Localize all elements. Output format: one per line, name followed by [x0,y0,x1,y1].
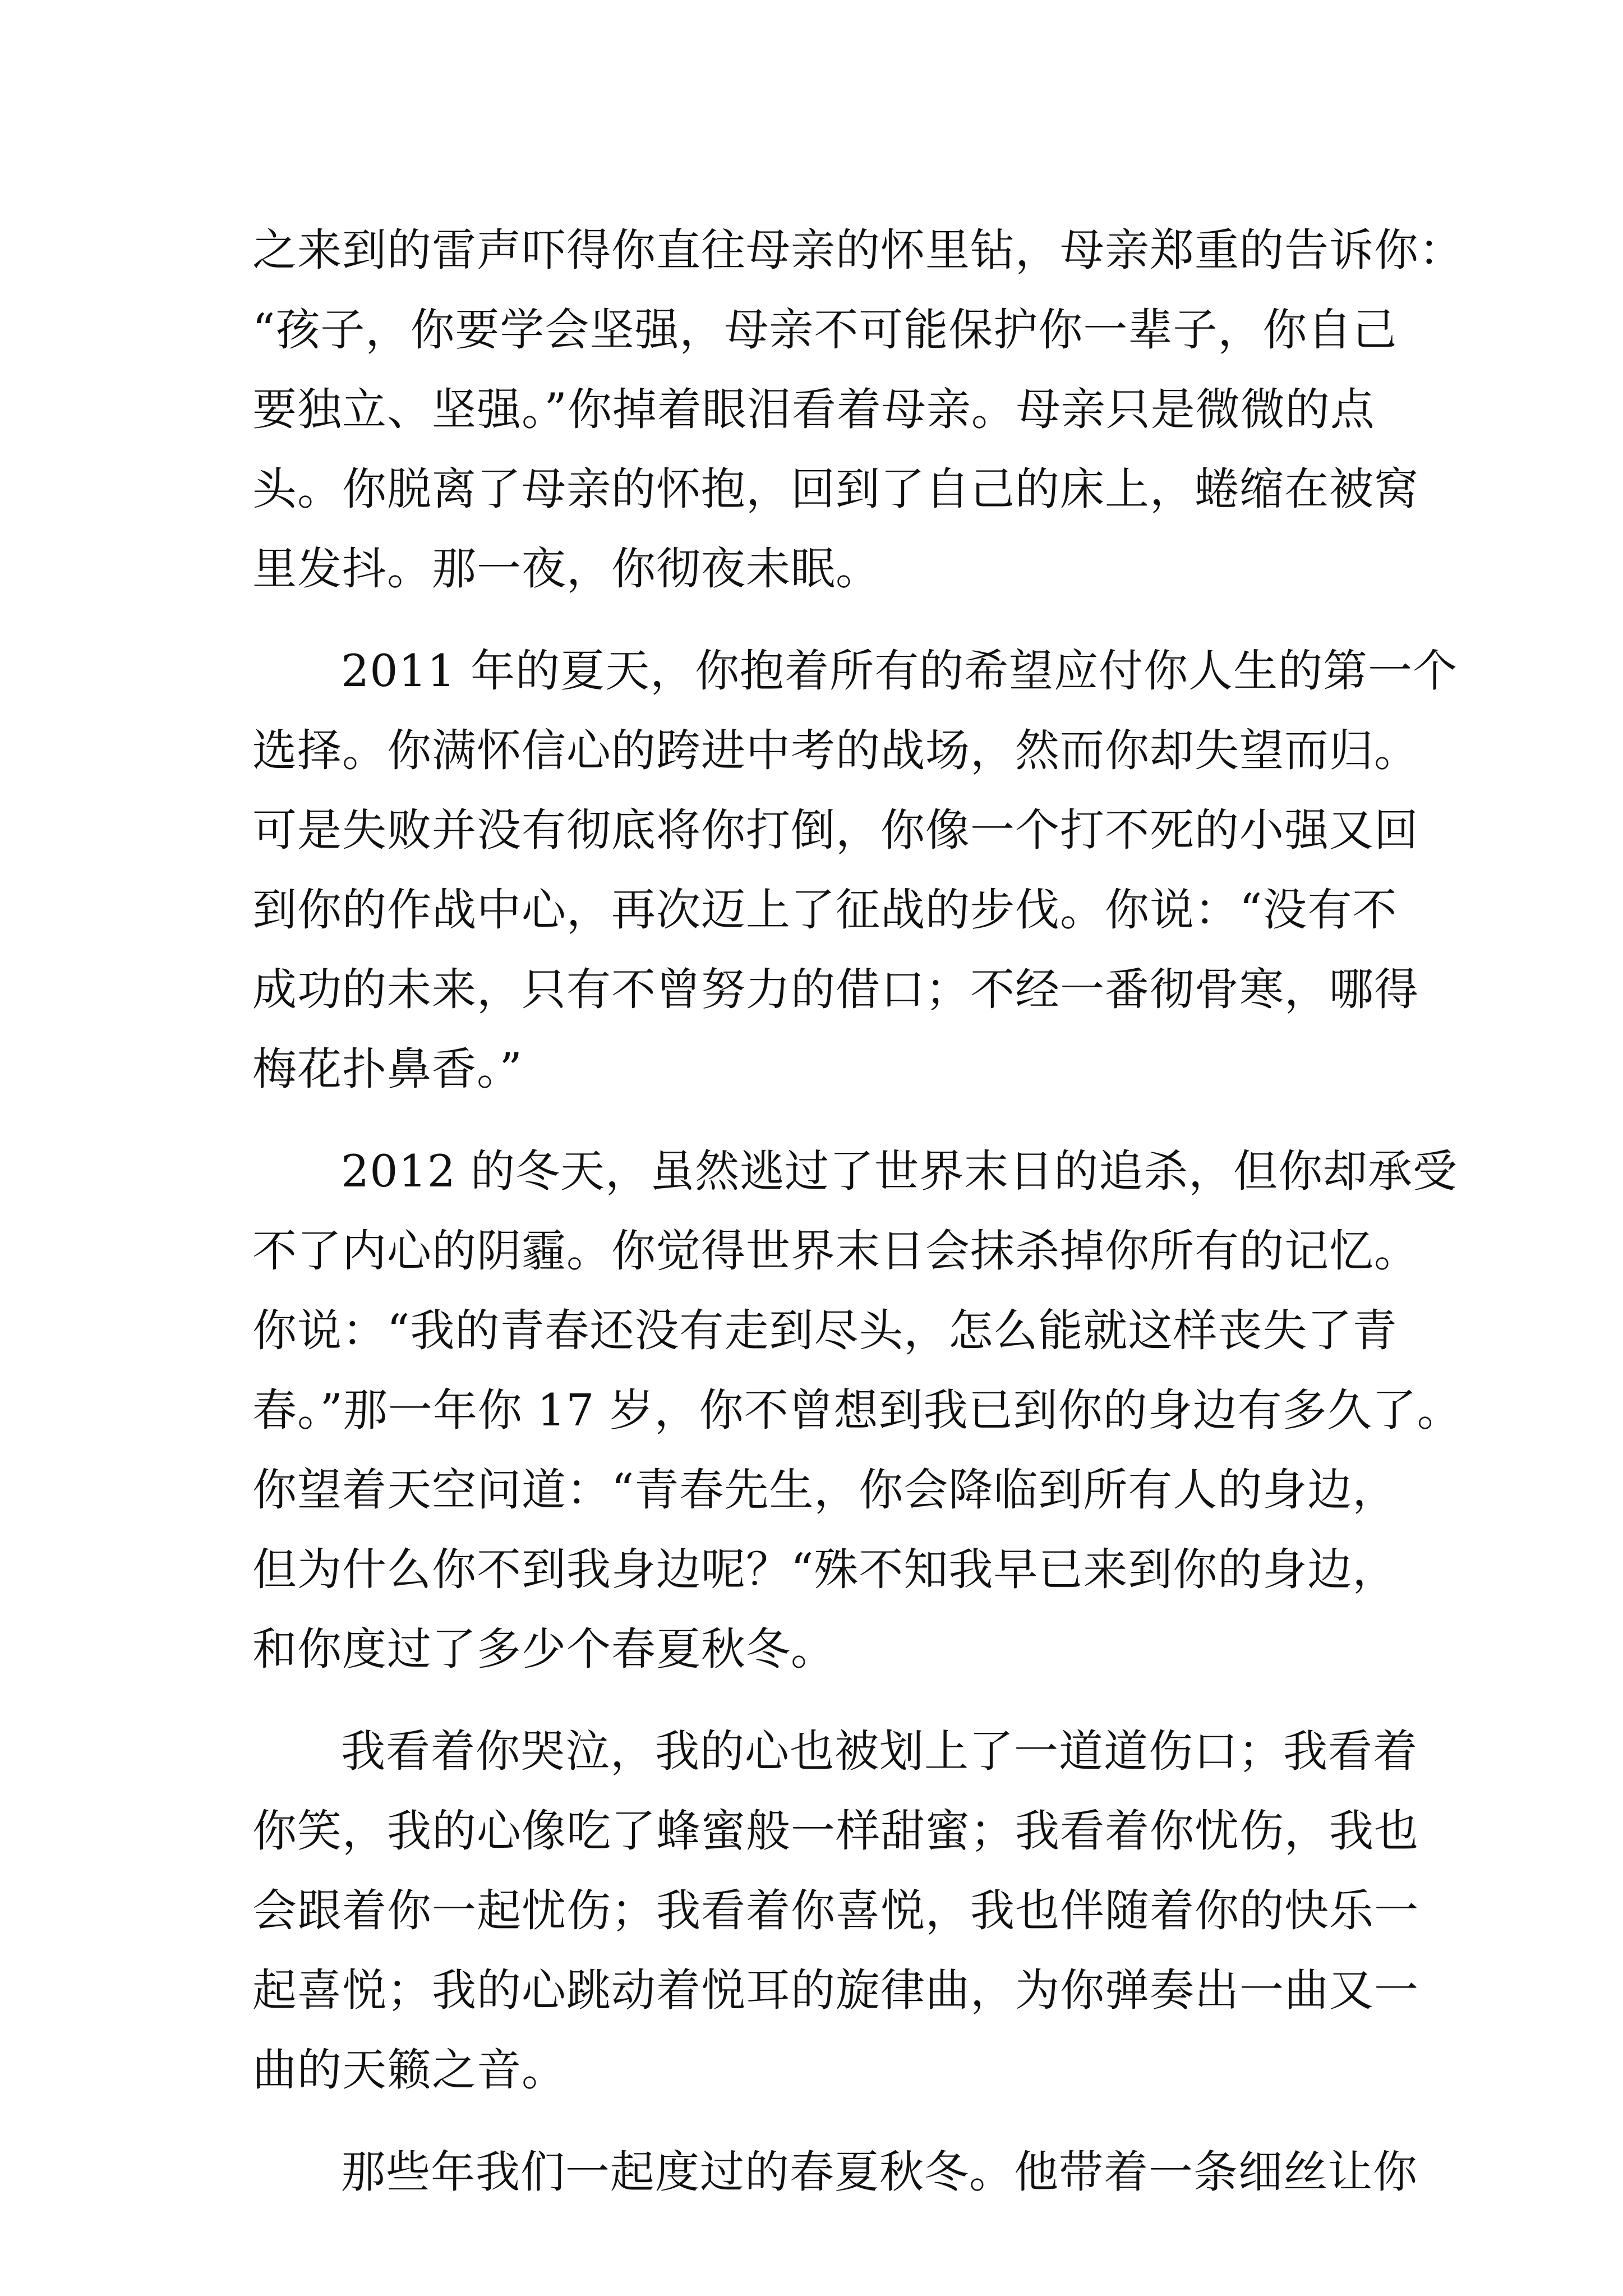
text-line: 我看着你哭泣，我的心也被划上了一道道伤口；我看着 [341,1726,1418,1777]
text-line: 你望着天空问道：“青春先生，你会降临到所有人的身边， [252,1464,1398,1516]
paragraph-gap [252,609,1385,631]
text-line: 起喜悦；我的心跳动着悦耳的旋律曲，为你弹奏出一曲又一 [252,1964,1419,2016]
text-line: 可是失败并没有彻底将你打倒，你像一个打不死的小强又回 [252,804,1419,856]
text-line: 曲的天籁之音。 [252,2044,566,2096]
text-line: 成功的未来，只有不曾努力的借口；不经一番彻骨寒，哪得 [252,964,1419,1015]
paragraph-gap [252,2110,1385,2132]
paragraph-gap [252,1109,1385,1131]
text-line: 梅花扑鼻香。” [252,1043,523,1095]
text-line: 你说：“我的青春还没有走到尽头，怎么能就这样丧失了青 [252,1305,1398,1356]
text-line: 2011 年的夏天，你抱着所有的希望应付你人生的第一个 [341,645,1458,697]
text-line: 2012 的冬天，虽然逃过了世界末日的追杀，但你却承受 [341,1145,1458,1197]
text-line: 那些年我们一起度过的春夏秋冬。他带着一条细丝让你 [341,2146,1418,2198]
text-line: 之来到的雷声吓得你直往母亲的怀里钻，母亲郑重的告诉你： [252,224,1464,276]
text-line: 头。你脱离了母亲的怀抱，回到了自己的床上，蜷缩在被窝 [252,463,1419,515]
text-line: 春。”那一年你 17 岁，你不曾想到我已到你的身边有多久了。 [252,1384,1462,1436]
text-line: 你笑，我的心像吃了蜂蜜般一样甜蜜；我看着你忧伤，我也 [252,1805,1419,1857]
text-line: 要独立、坚强。”你掉着眼泪看着母亲。母亲只是微微的点 [252,384,1375,435]
text-line: 会跟着你一起忧伤；我看着你喜悦，我也伴随着你的快乐一 [252,1885,1419,1936]
text-line: 选择。你满怀信心的跨进中考的战场，然而你却失望而归。 [252,725,1419,776]
paragraph-gap [252,1689,1385,1711]
text-line: 里发抖。那一夜，你彻夜未眠。 [252,543,880,595]
text-line: 和你度过了多少个春夏秋冬。 [252,1623,836,1675]
text-line: 不了内心的阴霾。你觉得世界末日会抹杀掉你所有的记忆。 [252,1225,1419,1277]
body-text [252,210,1464,2212]
text-line: 但为什么你不到我身边呢？“殊不知我早已来到你的身边， [252,1544,1398,1595]
text-line: 到你的作战中心，再次迈上了征战的步伐。你说：“没有不 [252,884,1398,936]
text-line: “孩子，你要学会坚强，母亲不可能保护你一辈子，你自己 [252,304,1398,356]
